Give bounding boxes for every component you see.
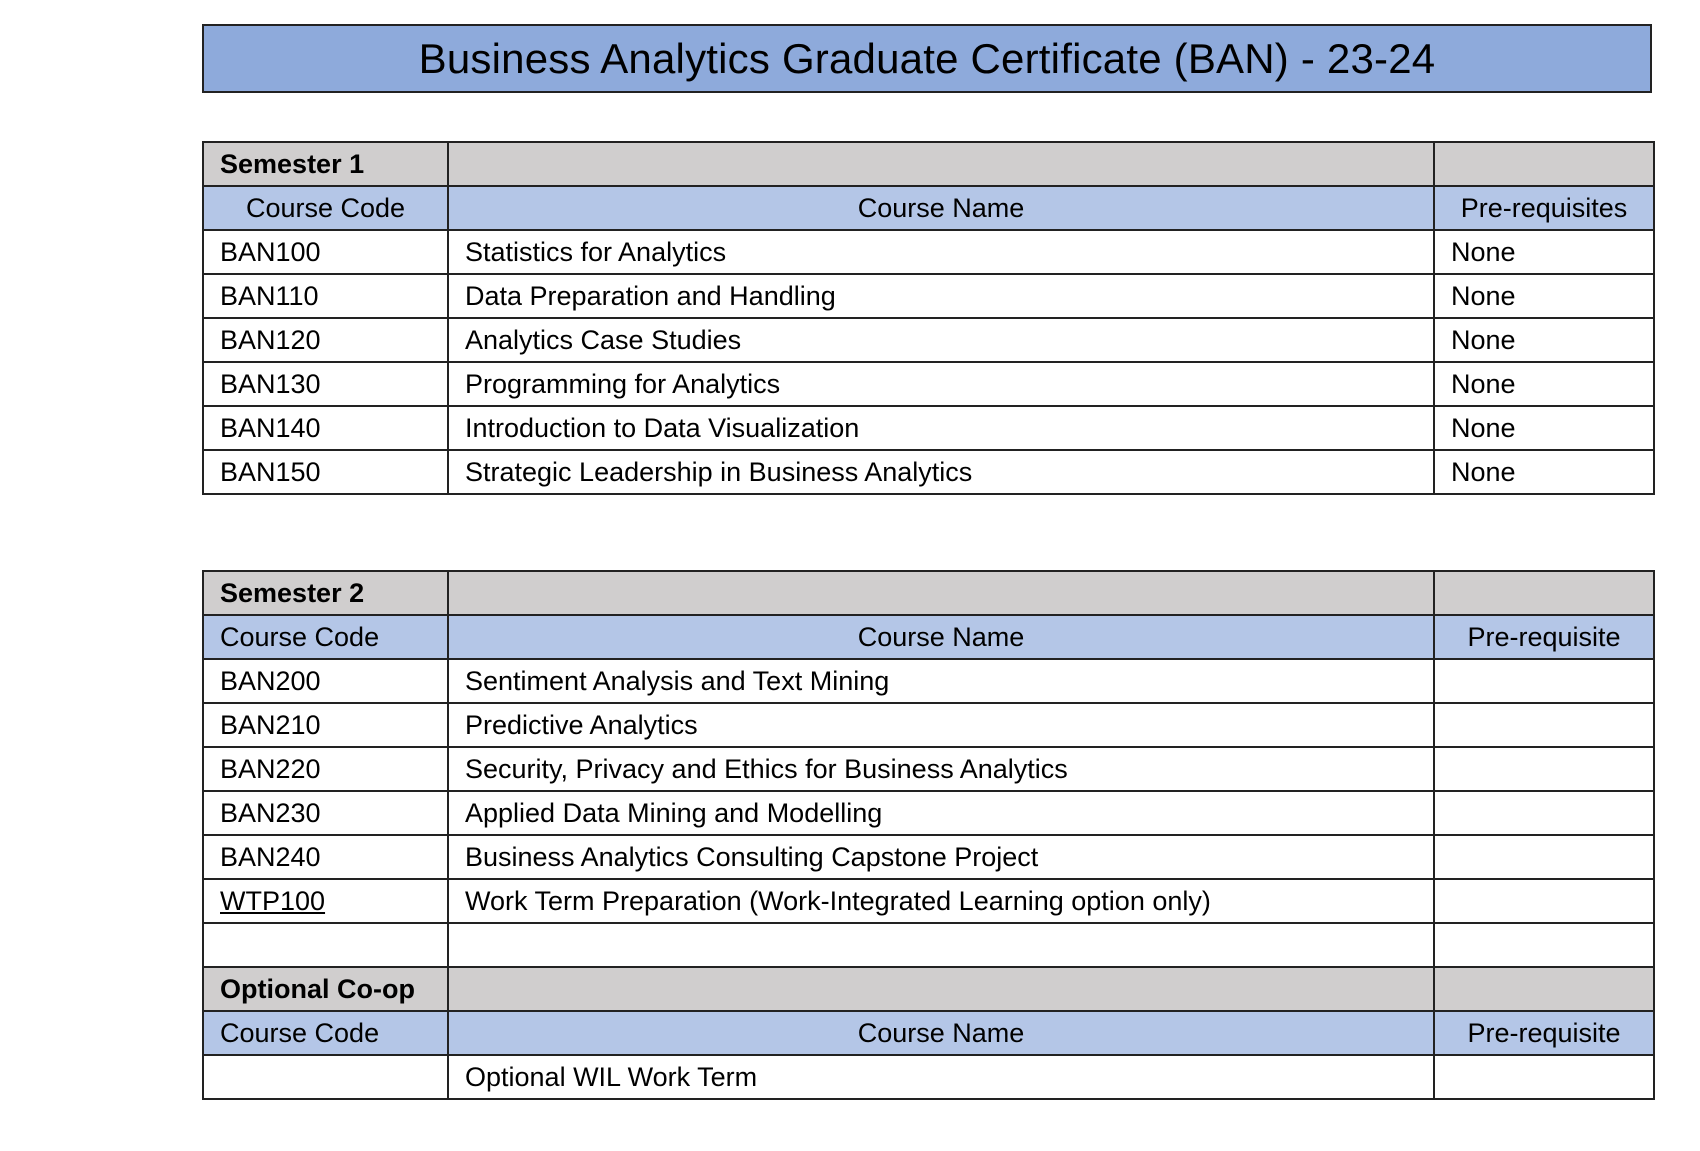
course-name: Introduction to Data Visualization <box>448 406 1434 450</box>
semester-2-label: Semester 2 <box>203 571 448 615</box>
semester-1-table <box>202 141 1655 495</box>
course-code: BAN100 <box>203 230 448 274</box>
course-code <box>203 923 448 967</box>
course-prereq <box>1434 879 1654 923</box>
course-name: Work Term Preparation (Work-Integrated Learning option only) <box>448 879 1434 923</box>
course-code: BAN210 <box>203 703 448 747</box>
course-name: Data Preparation and Handling <box>448 274 1434 318</box>
course-code: BAN150 <box>203 450 448 494</box>
course-name <box>448 923 1434 967</box>
course-code: BAN110 <box>203 274 448 318</box>
course-prereq: None <box>1434 274 1654 318</box>
course-code: BAN130 <box>203 362 448 406</box>
course-name: Sentiment Analysis and Text Mining <box>448 659 1434 703</box>
course-prereq <box>1434 791 1654 835</box>
header-course-code: Course Code <box>203 1011 448 1055</box>
course-name: Business Analytics Consulting Capstone Project <box>448 835 1434 879</box>
table-row-empty <box>203 923 1654 967</box>
course-prereq <box>1434 659 1654 703</box>
course-code: BAN230 <box>203 791 448 835</box>
course-code: BAN240 <box>203 835 448 879</box>
course-code: BAN120 <box>203 318 448 362</box>
course-prereq: None <box>1434 406 1654 450</box>
table-row <box>203 879 1654 923</box>
section-blank-cell <box>448 967 1434 1011</box>
header-prerequisite: Pre-requisite <box>1434 615 1654 659</box>
course-prereq <box>1434 703 1654 747</box>
course-prereq: None <box>1434 318 1654 362</box>
table-row <box>203 274 1654 318</box>
course-code: BAN140 <box>203 406 448 450</box>
header-course-name: Course Name <box>448 615 1434 659</box>
course-code-link-text[interactable]: WTP100 <box>220 885 326 916</box>
course-prereq: None <box>1434 230 1654 274</box>
header-course-code: Course Code <box>203 615 448 659</box>
course-prereq <box>1434 923 1654 967</box>
section-blank-cell <box>448 142 1434 186</box>
header-course-code: Course Code <box>203 186 448 230</box>
course-prereq <box>1434 835 1654 879</box>
semester-2-section-row <box>203 571 1654 615</box>
table-row <box>203 318 1654 362</box>
course-prereq: None <box>1434 450 1654 494</box>
header-prerequisite: Pre-requisite <box>1434 1011 1654 1055</box>
semester-1-header-row <box>203 186 1654 230</box>
table-row <box>203 406 1654 450</box>
page-title: Business Analytics Graduate Certificate (BAN) - 23-24 <box>202 24 1652 93</box>
header-prerequisites: Pre-requisites <box>1434 186 1654 230</box>
course-name: Analytics Case Studies <box>448 318 1434 362</box>
course-name: Security, Privacy and Ethics for Business Analytics <box>448 747 1434 791</box>
table-row <box>203 1055 1654 1099</box>
course-code: BAN220 <box>203 747 448 791</box>
header-course-name: Course Name <box>448 186 1434 230</box>
semester-2-table <box>202 570 1655 1100</box>
header-course-name: Course Name <box>448 1011 1434 1055</box>
table-row <box>203 659 1654 703</box>
course-prereq <box>1434 1055 1654 1099</box>
table-row <box>203 230 1654 274</box>
coop-label: Optional Co-op <box>203 967 448 1011</box>
course-code: BAN200 <box>203 659 448 703</box>
course-name: Applied Data Mining and Modelling <box>448 791 1434 835</box>
course-prereq: None <box>1434 362 1654 406</box>
table-row <box>203 703 1654 747</box>
table-row <box>203 450 1654 494</box>
course-name: Strategic Leadership in Business Analytics <box>448 450 1434 494</box>
table-row <box>203 791 1654 835</box>
course-name: Programming for Analytics <box>448 362 1434 406</box>
table-row <box>203 747 1654 791</box>
semester-2-header-row <box>203 615 1654 659</box>
coop-section-row <box>203 967 1654 1011</box>
course-name: Optional WIL Work Term <box>448 1055 1434 1099</box>
table-row <box>203 362 1654 406</box>
section-blank-cell <box>1434 142 1654 186</box>
semester-1-label: Semester 1 <box>203 142 448 186</box>
course-code-link[interactable] <box>203 879 448 923</box>
section-blank-cell <box>1434 571 1654 615</box>
course-code <box>203 1055 448 1099</box>
table-row <box>203 835 1654 879</box>
course-name: Statistics for Analytics <box>448 230 1434 274</box>
course-prereq <box>1434 747 1654 791</box>
semester-1-section-row <box>203 142 1654 186</box>
coop-header-row <box>203 1011 1654 1055</box>
section-blank-cell <box>1434 967 1654 1011</box>
course-name: Predictive Analytics <box>448 703 1434 747</box>
section-blank-cell <box>448 571 1434 615</box>
